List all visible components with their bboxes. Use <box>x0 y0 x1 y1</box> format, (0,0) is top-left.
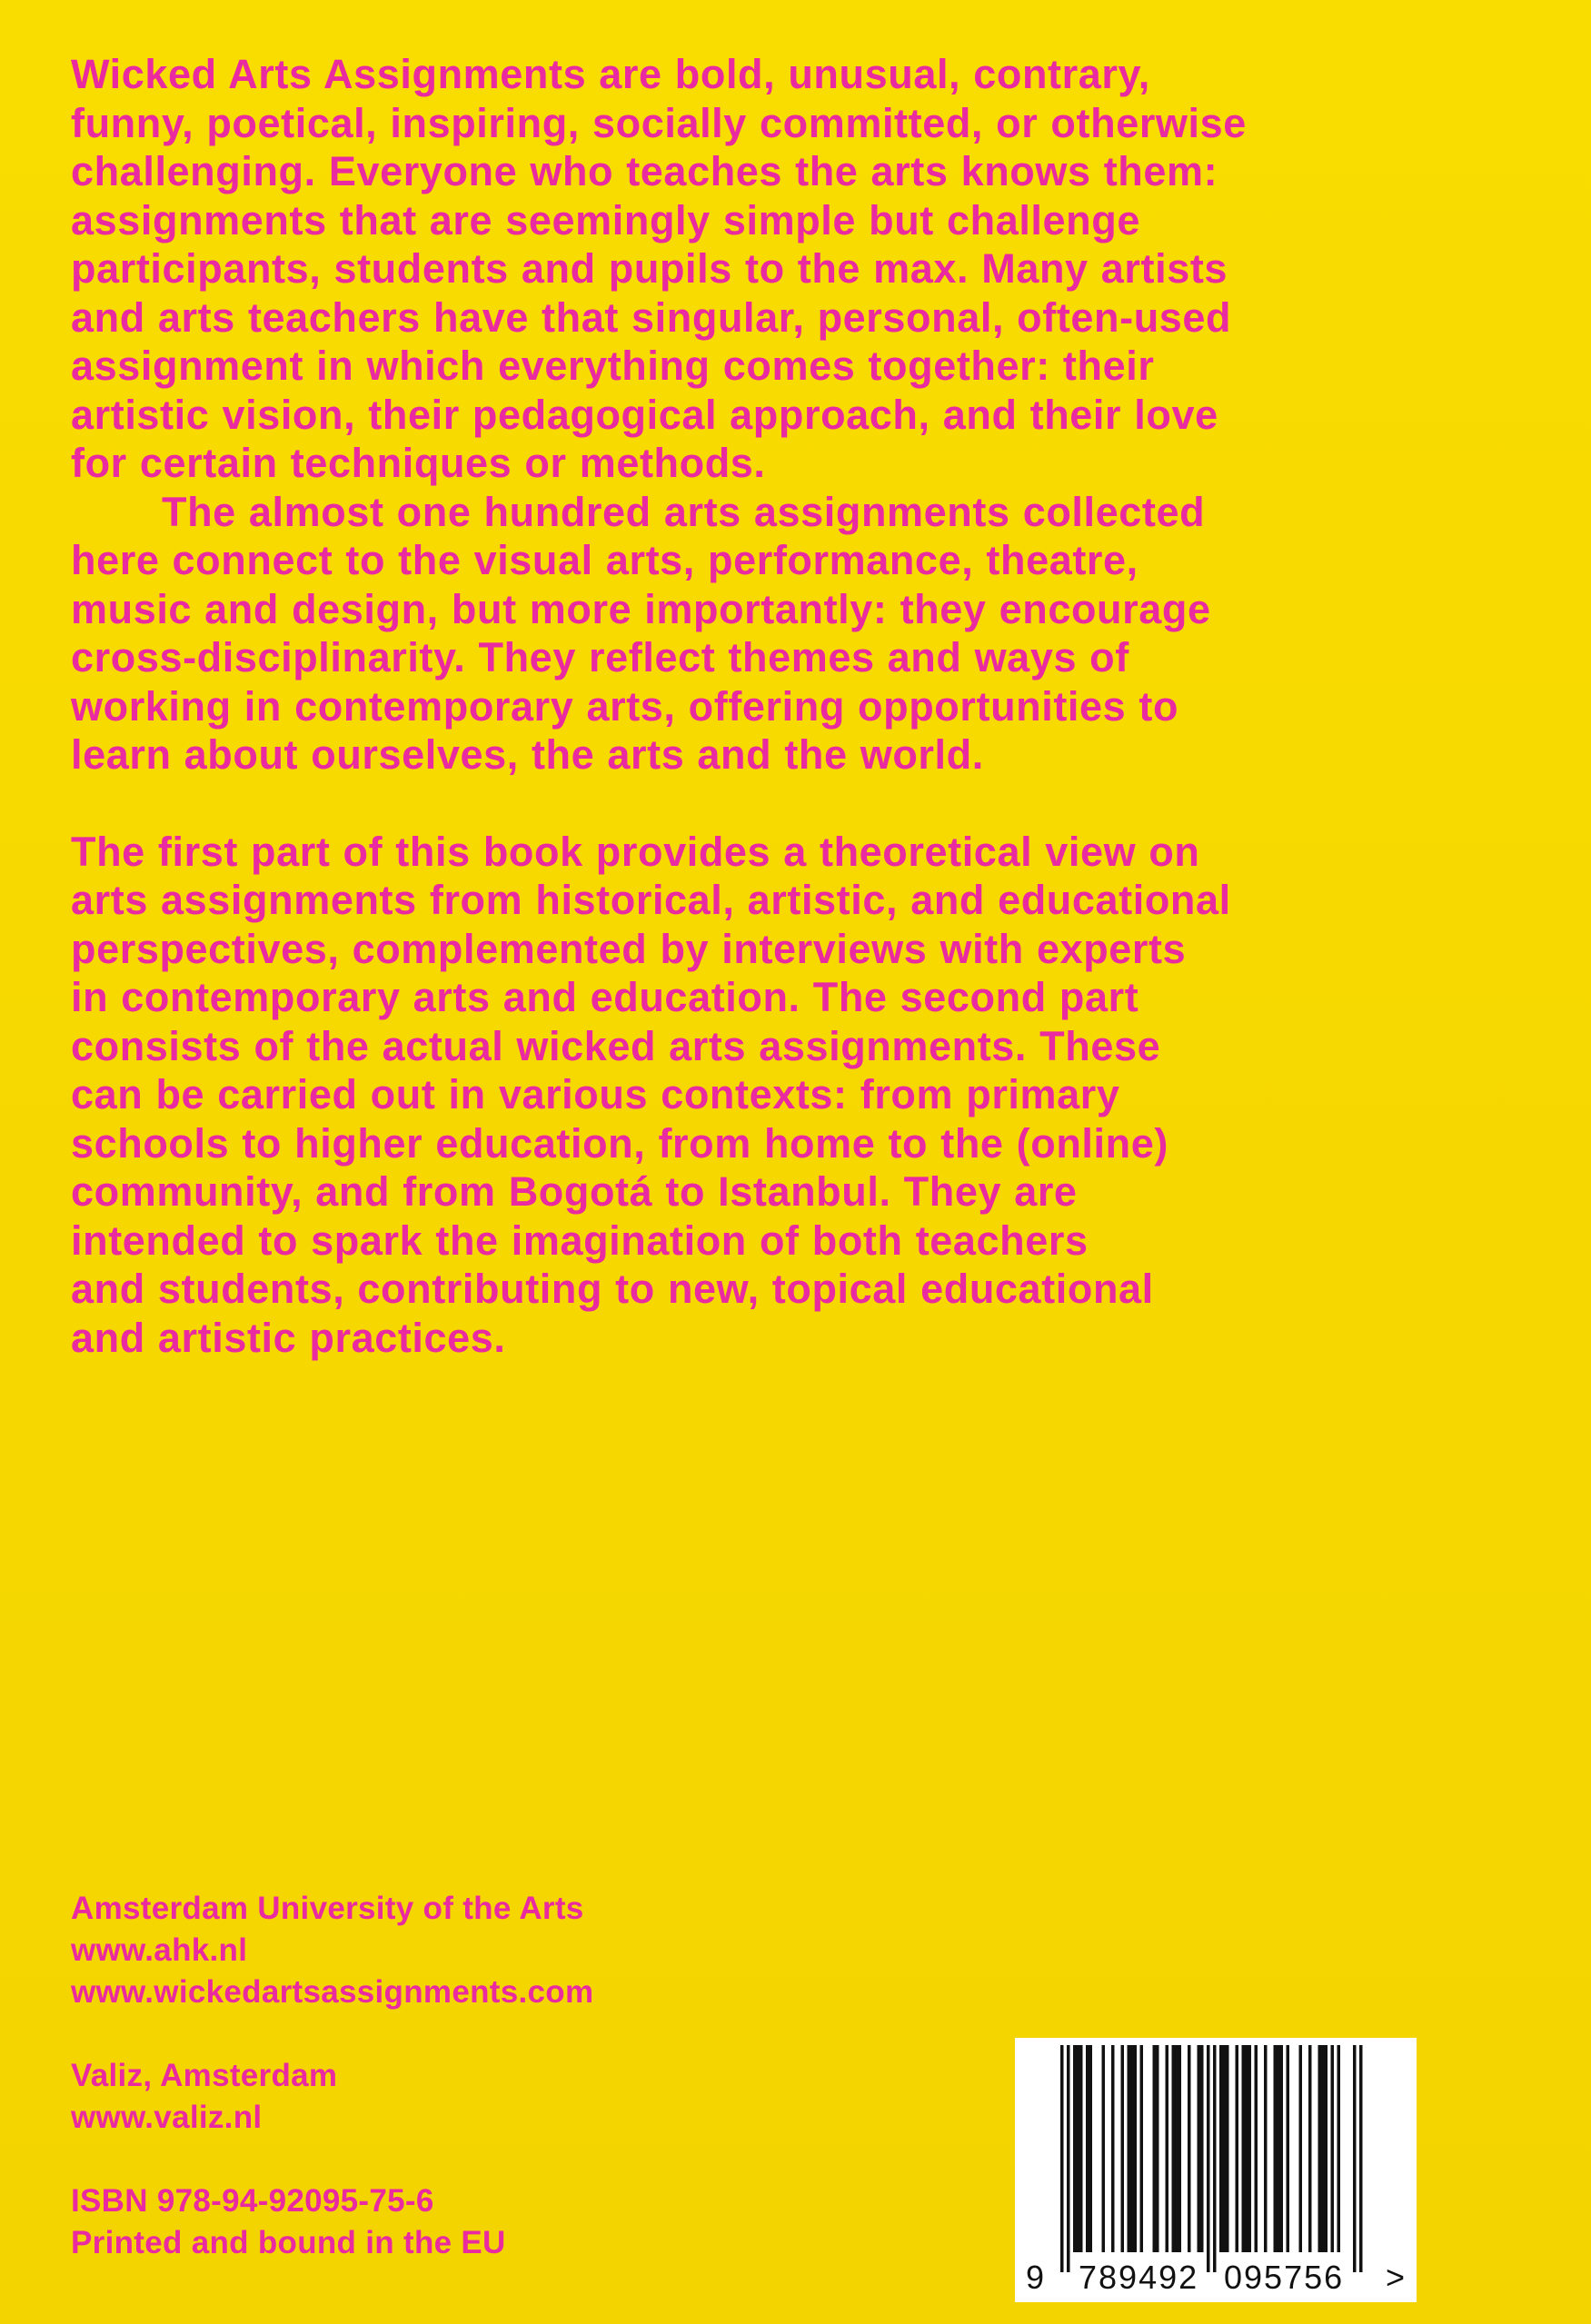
publisher-ahk-name: Amsterdam University of the Arts <box>71 1891 584 1926</box>
publisher-ahk-url: www.ahk.nl <box>71 1932 248 1968</box>
barcode-bar <box>1077 2045 1080 2252</box>
barcode-right-group: 095756 <box>1224 2259 1345 2296</box>
barcode-bar <box>1308 2045 1312 2252</box>
barcode-bar <box>1226 2045 1229 2252</box>
barcode-bar <box>1353 2045 1357 2272</box>
barcode-bar <box>1213 2045 1217 2272</box>
barcode-bar <box>1079 2045 1083 2252</box>
barcode-bar <box>1128 2045 1131 2252</box>
barcode-bar <box>1287 2045 1290 2252</box>
barcode-bar <box>1140 2045 1144 2252</box>
cover-blurb <box>71 50 1488 1362</box>
barcode-bar <box>1198 2045 1201 2252</box>
barcode-bar <box>1242 2045 1246 2252</box>
barcode-bar <box>1172 2045 1176 2252</box>
barcode-bar <box>1178 2045 1182 2252</box>
barcode-bar <box>1248 2045 1252 2252</box>
barcode-bar <box>1277 2045 1280 2252</box>
barcode-bar <box>1325 2045 1328 2252</box>
publisher-ahk <box>71 1888 889 2013</box>
barcode-bar <box>1280 2045 1284 2252</box>
barcode-bar <box>1318 2045 1322 2252</box>
barcode-bar <box>1067 2045 1070 2272</box>
barcode-bar <box>1134 2045 1138 2252</box>
colophon <box>71 1888 889 2264</box>
barcode-bar <box>1274 2045 1278 2252</box>
barcode-left-group: 789492 <box>1079 2259 1199 2296</box>
publisher-valiz-name: Valiz, Amsterdam <box>71 2058 338 2093</box>
barcode-bar <box>1102 2045 1106 2252</box>
barcode-bar <box>1200 2045 1204 2252</box>
barcode-bar <box>1245 2045 1248 2252</box>
barcode-bar <box>1130 2045 1134 2252</box>
wickedarts-url: www.wickedartsassignments.com <box>71 1974 594 2010</box>
barcode-quiet-zone-marker: > <box>1386 2259 1406 2296</box>
isbn-barcode <box>1015 2038 1417 2302</box>
blurb-paragraph-3: The first part of this book provides a theoretical view on arts assignments from historical, artistic, and educational perspectives, complemented by interviews with experts in contemporary arts and education. The second part consists of the actual wicked arts assignments. These can be carried out in various contexts: from primary schools to higher education, from home to the (online) community, and from Bogotá to Istanbul. They are intended to spark the imagination of both teachers and students, contributing to new, topical educational and artistic practices. <box>71 828 1231 1361</box>
barcode-bar <box>1156 2045 1159 2252</box>
barcode-digits <box>1015 2259 1417 2299</box>
barcode-bar <box>1299 2045 1303 2252</box>
barcode-bar <box>1337 2045 1341 2252</box>
barcode-bar <box>1153 2045 1157 2252</box>
publication-info <box>71 2180 889 2264</box>
barcode-bar <box>1121 2045 1125 2252</box>
printed-text: Printed and bound in the EU <box>71 2225 506 2260</box>
barcode-bar <box>1359 2045 1363 2272</box>
barcode-bar <box>1060 2045 1064 2272</box>
barcode-bar <box>1264 2045 1268 2252</box>
barcode-bar <box>1111 2045 1115 2252</box>
barcode-bar <box>1321 2045 1325 2252</box>
barcode-bar <box>1207 2045 1210 2272</box>
barcode-bar <box>1089 2045 1093 2252</box>
barcode-bar <box>1255 2045 1258 2252</box>
barcode-bar <box>1236 2045 1239 2252</box>
barcode-first-digit: 9 <box>1026 2259 1045 2296</box>
publisher-valiz <box>71 2055 889 2139</box>
blurb-paragraph-2: The almost one hundred arts assignments collected here connect to the visual arts, performance, theatre, music and design, but more importantly: they encourage cross-disciplinarity. They reflect themes and ways of working in contemporary arts, offering opportunities to learn about ourselves, the arts and the world. <box>71 488 1211 778</box>
barcode-bar <box>1086 2045 1089 2252</box>
barcode-bar <box>1219 2045 1223 2252</box>
barcode-bar <box>1073 2045 1077 2252</box>
isbn-text: ISBN 978-94-92095-75-6 <box>71 2183 434 2219</box>
barcode-bar <box>1166 2045 1169 2252</box>
blurb-paragraph-1: Wicked Arts Assignments are bold, unusual, contrary, funny, poetical, inspiring, socially committed, or otherwise challenging. Everyone who teaches the arts knows them: assignments that are seemingly simple but challenge participants, students and pupils to the max. Many artists and arts teachers have that singular, personal, often-used assignment in which everything comes together: their artistic vision, their pedagogical approach, and their love for certain techniques or methods. <box>71 51 1247 486</box>
barcode-bar <box>1188 2045 1191 2252</box>
barcode-bar <box>1175 2045 1178 2252</box>
publisher-valiz-url: www.valiz.nl <box>71 2100 263 2135</box>
barcode-bar <box>1223 2045 1227 2252</box>
barcode-bar <box>1331 2045 1335 2252</box>
